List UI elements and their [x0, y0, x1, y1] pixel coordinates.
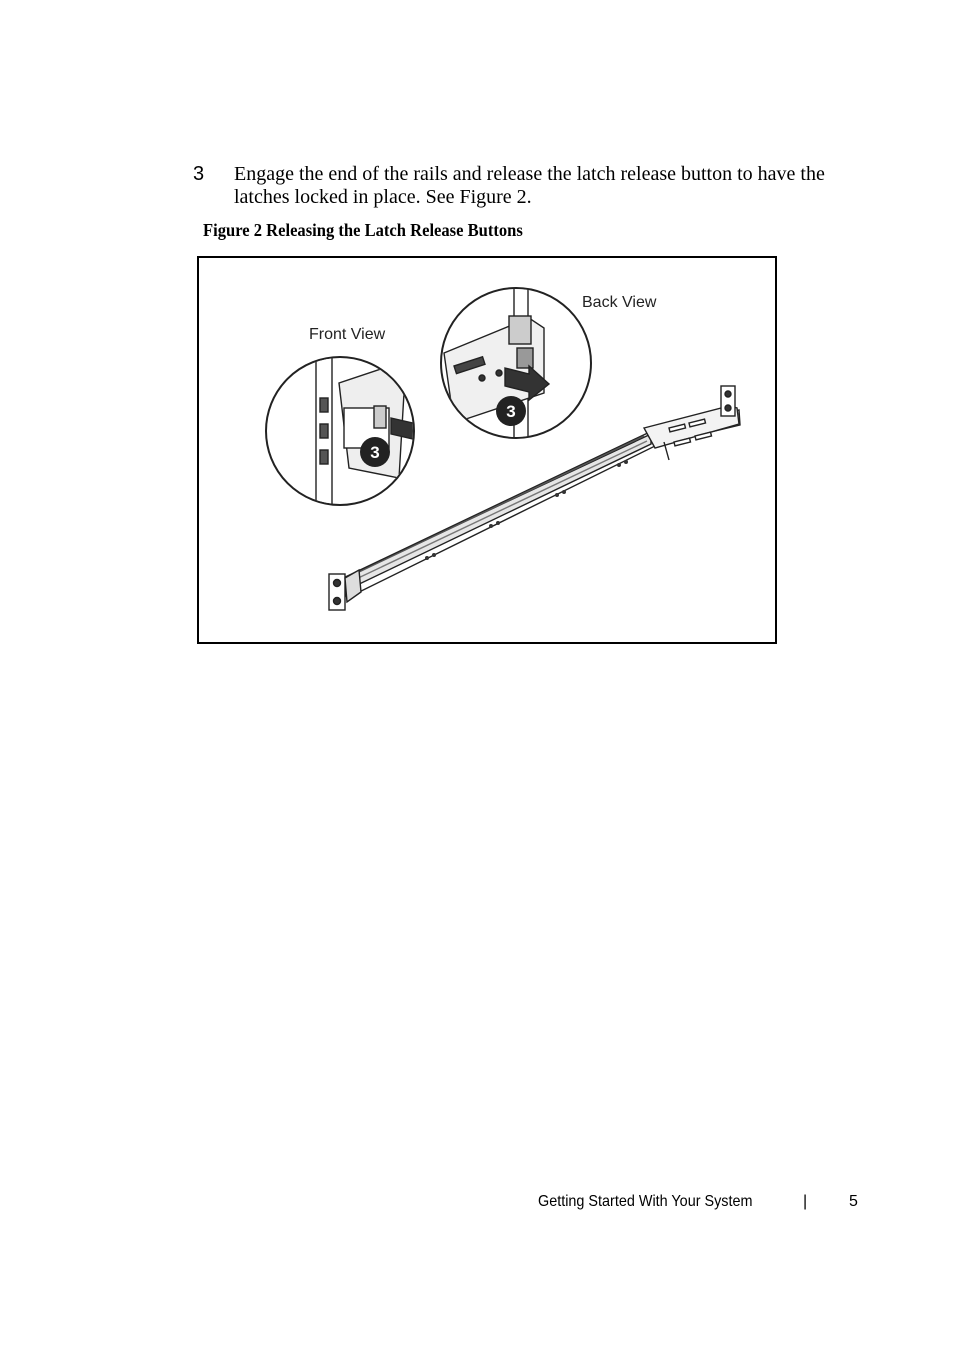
- figure-caption: Figure 2 Releasing the Latch Release Buttons: [203, 220, 523, 240]
- back-view-detail: [441, 286, 591, 446]
- rail-installation-figure: [197, 256, 777, 644]
- page-footer: [0, 1193, 954, 1215]
- step-text: Engage the end of the rails and release the latch release button to have the latches locked in place. See Figure 2.: [234, 163, 825, 208]
- rail-illustration: [199, 258, 775, 642]
- front-callout-number: 3: [370, 443, 380, 462]
- back-callout-number: 3: [506, 402, 516, 421]
- step-3: [193, 163, 833, 209]
- front-view-detail: [266, 348, 435, 518]
- page-number: 5: [849, 1193, 858, 1210]
- front-view-label: Front View: [309, 326, 386, 343]
- back-view-label: Back View: [582, 294, 657, 311]
- step-number: 3: [193, 163, 205, 185]
- footer-separator: |: [803, 1193, 808, 1210]
- footer-title: Getting Started With Your System: [538, 1193, 753, 1210]
